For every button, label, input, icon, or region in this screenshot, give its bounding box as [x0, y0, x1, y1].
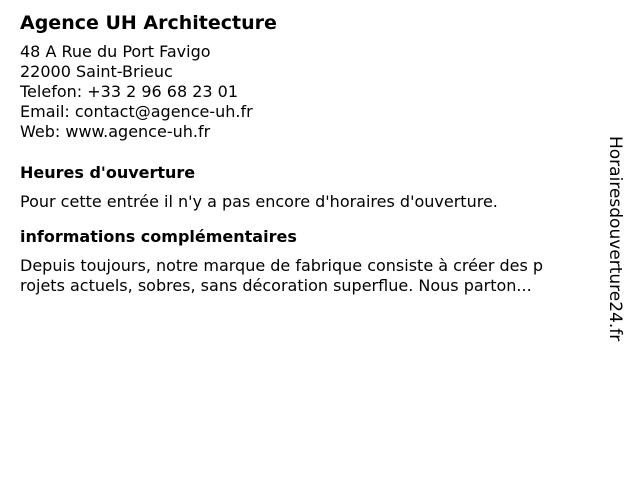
opening-hours-text: Pour cette entrée il n'y a pas encore d'horaires d'ouverture.	[20, 192, 498, 211]
address-block	[20, 42, 590, 142]
additional-info-heading: informations complémentaires	[20, 227, 297, 246]
opening-hours-heading: Heures d'ouverture	[20, 163, 196, 182]
additional-info-line-2: rojets actuels, sobres, sans décoration superflue. Nous parton...	[20, 276, 532, 295]
business-name: Agence UH Architecture	[20, 12, 277, 34]
site-watermark: Horairesdouverture24.fr	[605, 136, 625, 342]
additional-info-text	[20, 256, 590, 296]
street-address: 48 A Rue du Port Favigo	[20, 42, 211, 61]
additional-info-line-1: Depuis toujours, notre marque de fabrique consiste à créer des p	[20, 256, 544, 275]
email-line: Email: contact@agence-uh.fr	[20, 102, 253, 121]
business-card	[20, 10, 590, 296]
phone-line: Telefon: +33 2 96 68 23 01	[20, 82, 239, 101]
web-line: Web: www.agence-uh.fr	[20, 122, 211, 141]
postal-city: 22000 Saint-Brieuc	[20, 62, 173, 81]
